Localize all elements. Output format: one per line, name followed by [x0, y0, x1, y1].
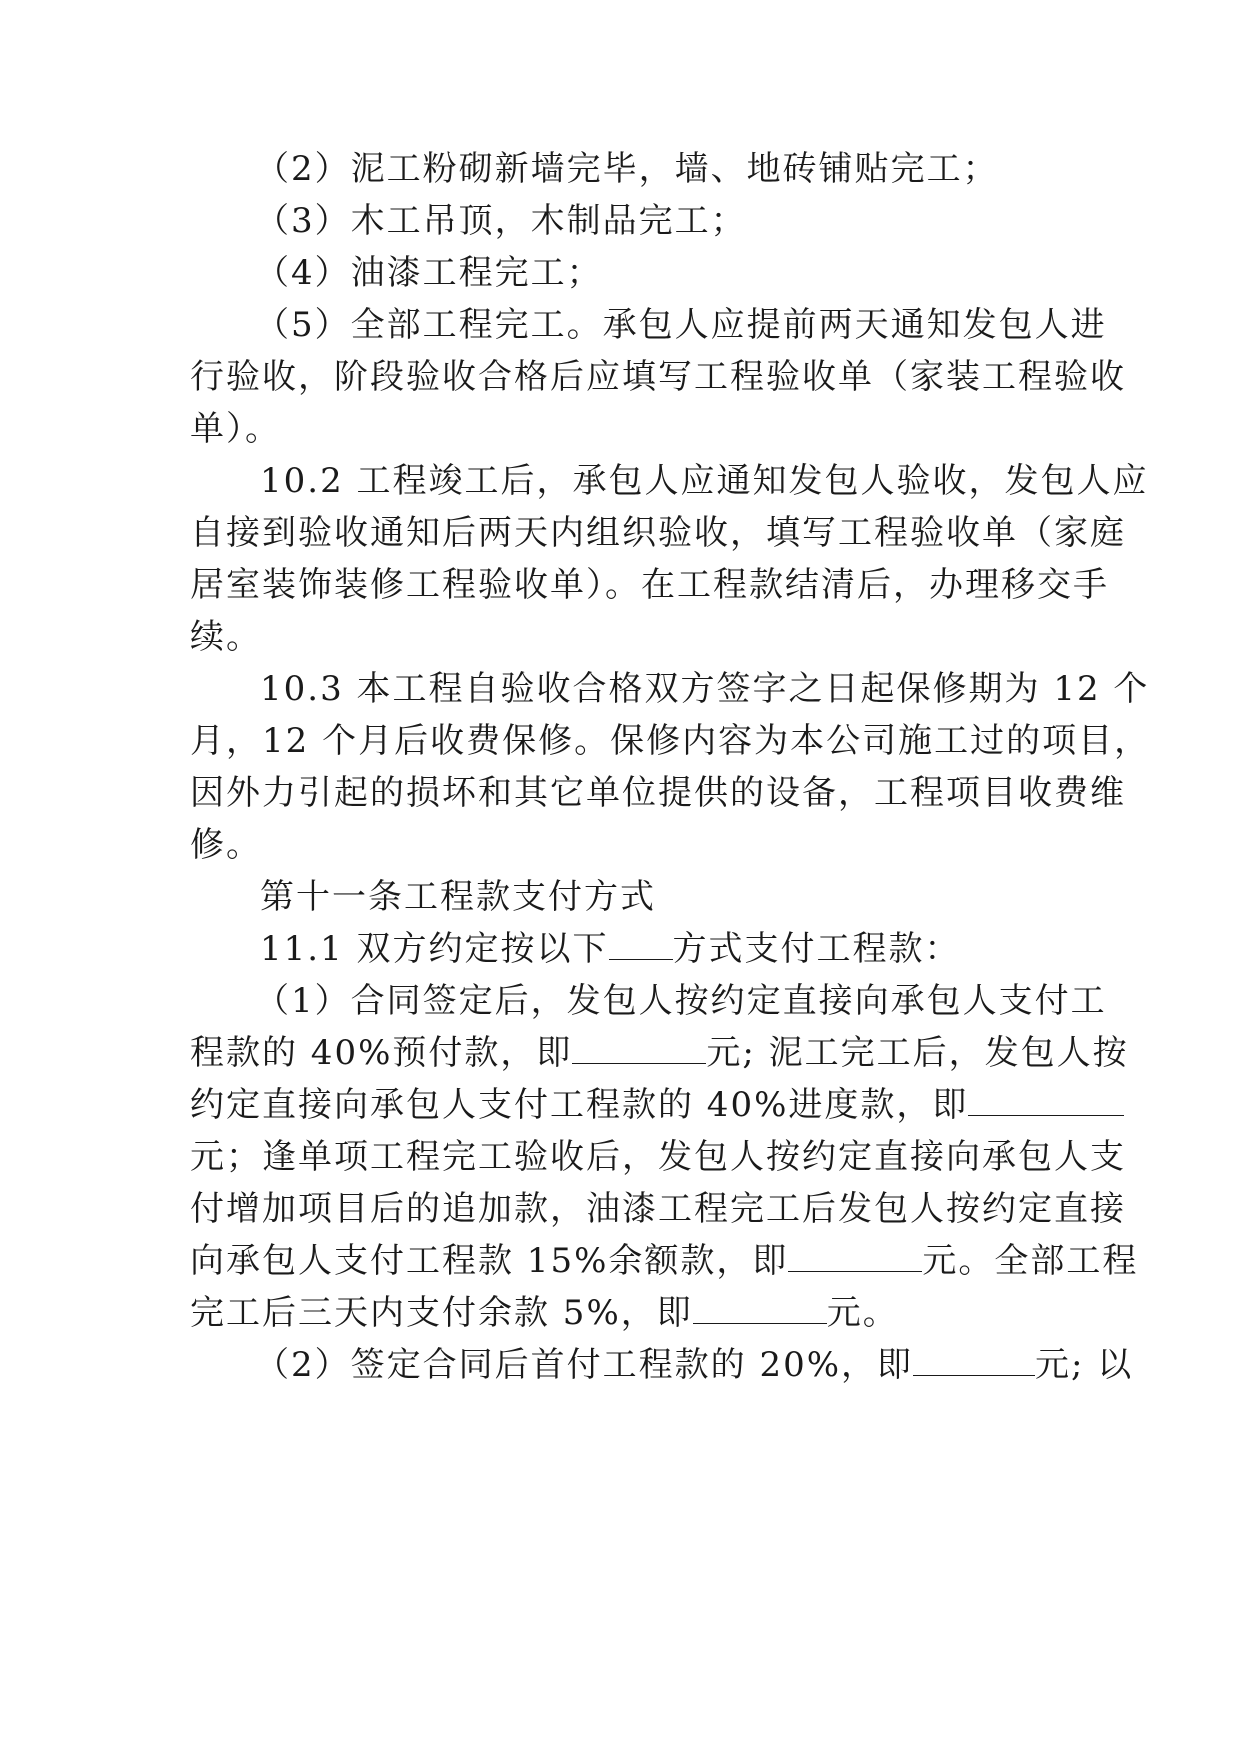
line-text: 约定直接向承包人支付工程款的 40%进度款，即	[190, 1085, 969, 1125]
paragraph-line: 自接到验收通知后两天内组织验收，填写工程验收单（家庭	[190, 513, 1126, 553]
paragraph-line	[255, 1345, 1134, 1386]
line-text: 完工后三天内支付余款 5%，即	[190, 1293, 693, 1333]
line-text: 方式支付工程款：	[672, 929, 961, 969]
paragraph-line: 续。	[190, 617, 262, 657]
line-text: 元; 泥工完工后，发包人按	[706, 1033, 1129, 1073]
paragraph-line: 元；逢单项工程完工验收后，发包人按约定直接向承包人支	[190, 1137, 1126, 1177]
line-text: 元; 以	[1035, 1345, 1134, 1385]
line-text: 向承包人支付工程款 15%余额款，即	[190, 1241, 789, 1281]
paragraph-line: 行验收，阶段验收合格后应填写工程验收单（家装工程验收	[190, 357, 1126, 397]
line-text: 11.1 双方约定按以下	[260, 929, 609, 969]
paragraph-line	[190, 1241, 1139, 1282]
paragraph-line: 因外力引起的损坏和其它单位提供的设备，工程项目收费维	[190, 773, 1126, 813]
paragraph-line: （3）木工吊顶，木制品完工；	[255, 201, 747, 241]
fill-in-blank[interactable]	[788, 1243, 922, 1272]
paragraph-line: 单）。	[190, 409, 281, 449]
line-text: 元。	[826, 1293, 899, 1333]
paragraph-line: 月，12 个月后收费保修。保修内容为本公司施工过的项目，	[190, 721, 1151, 761]
paragraph-line: 10.2 工程竣工后，承包人应通知发包人验收，发包人应	[260, 461, 1149, 501]
paragraph-line: 付增加项目后的追加款，油漆工程完工后发包人按约定直接	[190, 1189, 1126, 1229]
paragraph-line	[190, 1294, 1070, 1334]
fill-in-blank[interactable]	[572, 1035, 706, 1064]
fill-in-blank[interactable]	[913, 1347, 1035, 1376]
paragraph-line: 居室装饰装修工程验收单）。在工程款结清后，办理移交手	[190, 565, 1109, 605]
line-text: （2）签定合同后首付工程款的 20%，即	[255, 1345, 914, 1385]
fill-in-blank[interactable]	[693, 1295, 827, 1324]
paragraph-line: （4）油漆工程完工；	[255, 253, 603, 293]
paragraph-line: （2）泥工粉砌新墙完毕，墙、地砖铺贴完工；	[255, 149, 999, 189]
fill-in-blank[interactable]	[609, 931, 673, 960]
section-heading: 第十一条工程款支付方式	[260, 877, 656, 917]
line-text: 元。全部工程	[922, 1241, 1139, 1281]
paragraph-line	[190, 1086, 1070, 1126]
paragraph-line: （1）合同签定后，发包人按约定直接向承包人支付工	[255, 981, 1107, 1021]
fill-in-blank[interactable]	[968, 1087, 1124, 1116]
paragraph-line: （5）全部工程完工。承包人应提前两天通知发包人进	[255, 305, 1107, 345]
line-text: 程款的 40%预付款，即	[190, 1033, 573, 1073]
paragraph-line: 修。	[190, 825, 262, 865]
paragraph-line	[190, 1033, 1129, 1074]
paragraph-line: 10.3 本工程自验收合格双方签字之日起保修期为 12 个	[260, 669, 1150, 709]
paragraph-line	[260, 930, 1070, 970]
